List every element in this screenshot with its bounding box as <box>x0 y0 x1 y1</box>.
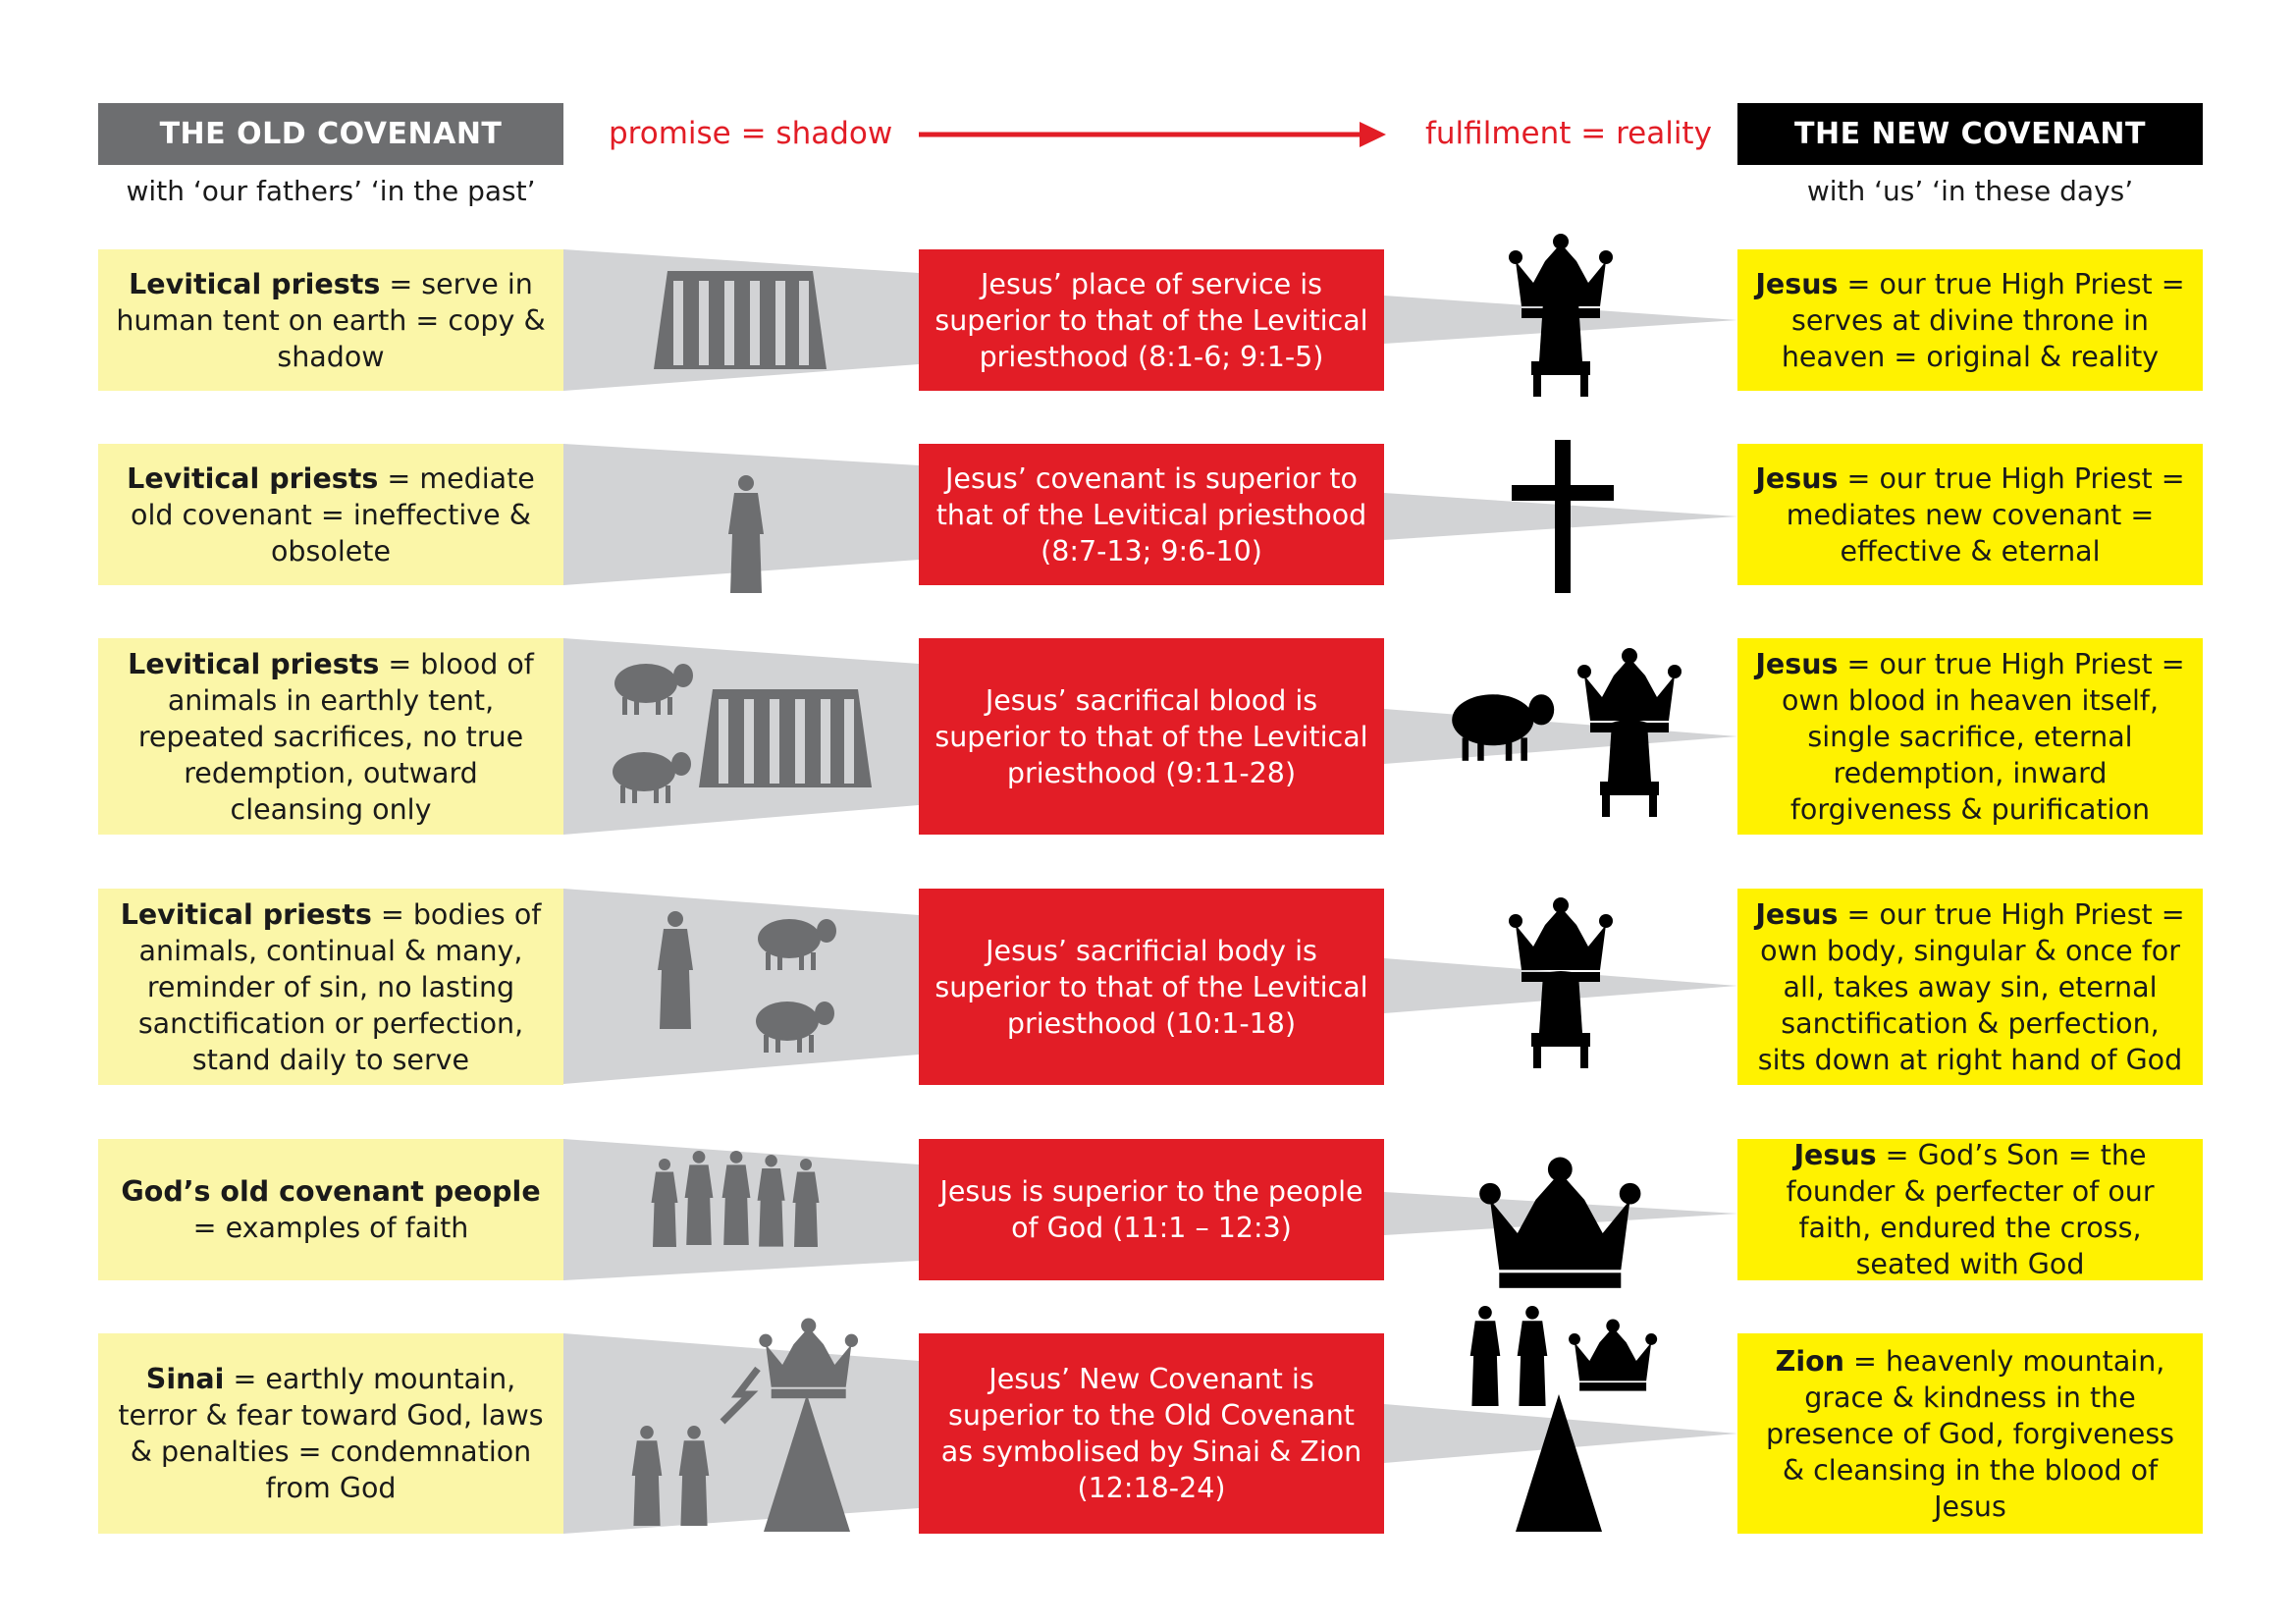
superiority-box: Jesus’ New Covenant is superior to the Old Covenant as symbolised by Sinai & Zion (12:18-24) <box>919 1333 1384 1534</box>
superiority-box: Jesus’ covenant is superior to that of the Levitical priesthood (8:7-13; 9:6-10) <box>919 444 1384 585</box>
new-covenant-box <box>1737 889 2203 1085</box>
new-covenant-box <box>1737 249 2203 391</box>
flow-label-right: fulfilment = reality <box>1425 116 1712 151</box>
superiority-box: Jesus’ place of service is superior to that of the Levitical priesthood (8:1-6; 9:1-5) <box>919 249 1384 391</box>
new-covenant-box <box>1737 1139 2203 1280</box>
shadow-beam <box>563 444 919 585</box>
new-box-heading: Jesus <box>1755 461 1839 495</box>
new-covenant-box <box>1737 1333 2203 1534</box>
new-covenant-header: THE NEW COVENANT <box>1737 103 2203 165</box>
old-box-heading: Levitical priests <box>120 897 372 931</box>
new-box-text: = our true High Priest = mediates new covenant = effective & eternal <box>1786 461 2185 568</box>
shadow-beam <box>563 1333 919 1534</box>
old-box-text: = examples of faith <box>192 1212 469 1244</box>
superiority-box: Jesus’ sacrificial body is superior to that of the Levitical priesthood (10:1-18) <box>919 889 1384 1085</box>
old-box-heading: Levitical priests <box>127 461 379 495</box>
shadow-beam <box>563 638 919 835</box>
new-covenant-subtitle: with ‘us’ ‘in these days’ <box>1806 175 2134 207</box>
new-box-heading: Zion <box>1775 1344 1844 1378</box>
new-box-text: = God’s Son = the founder & perfecter of our faith, endured the cross, seated with God <box>1786 1139 2155 1280</box>
new-box-heading: Jesus <box>1793 1139 1877 1171</box>
old-box-heading: Sinai <box>145 1363 225 1395</box>
shadow-beam <box>563 889 919 1084</box>
old-covenant-header: THE OLD COVENANT <box>98 103 563 165</box>
old-box-text: = bodies of animals, continual & many, reminder of sin, no lasting sanctification or perfection, stand daily to serve <box>137 897 542 1076</box>
old-box-text: = blood of animals in earthly tent, repeated sacrifices, no true redemption, outward cleansing only <box>137 647 534 826</box>
flow-label-left: promise = shadow <box>609 116 893 151</box>
reality-beam <box>1384 958 1737 1013</box>
old-box-text: = serve in human tent on earth = copy & shadow <box>116 267 546 373</box>
old-covenant-box <box>98 889 563 1085</box>
old-box-heading: Levitical priests <box>128 647 380 680</box>
old-covenant-box <box>98 1139 563 1280</box>
old-box-heading: Levitical priests <box>129 267 381 300</box>
flow-arrowhead <box>1360 122 1386 147</box>
reality-beam <box>1384 493 1737 540</box>
old-covenant-box <box>98 1333 563 1534</box>
new-box-heading: Jesus <box>1755 267 1839 300</box>
shadow-beam <box>563 249 919 391</box>
new-box-heading: Jesus <box>1755 647 1839 680</box>
old-covenant-box <box>98 444 563 585</box>
old-box-text: = mediate old covenant = ineffective & obsolete <box>131 461 535 568</box>
reality-beam <box>1384 1192 1737 1235</box>
new-covenant-box <box>1737 638 2203 835</box>
old-box-heading: God’s old covenant people <box>121 1175 541 1208</box>
new-box-text: = our true High Priest = own body, singular & once for all, takes away sin, eternal sanctification & perfection, sits down at right hand of God <box>1757 897 2185 1076</box>
old-covenant-subtitle: with ‘our fathers’ ‘in the past’ <box>126 175 536 207</box>
reality-beam <box>1384 1404 1737 1463</box>
reality-beam <box>1384 709 1737 764</box>
new-box-heading: Jesus <box>1755 897 1839 931</box>
old-covenant-box <box>98 249 563 391</box>
new-box-text: = our true High Priest = serves at divine throne in heaven = original & reality <box>1781 267 2185 373</box>
shadow-beam <box>563 1139 919 1280</box>
new-covenant-box <box>1737 444 2203 585</box>
new-box-text: = heavenly mountain, grace & kindness in the presence of God, forgiveness & cleansing in the blood of Jesus <box>1765 1344 2175 1523</box>
superiority-box: Jesus’ sacrifical blood is superior to that of the Levitical priesthood (9:11-28) <box>919 638 1384 835</box>
superiority-box: Jesus is superior to the people of God (11:1 – 12:3) <box>919 1139 1384 1280</box>
reality-beam <box>1384 296 1737 344</box>
old-covenant-box <box>98 638 563 835</box>
new-box-text: = our true High Priest = own blood in heaven itself, single sacrifice, eternal redemption, inward forgiveness & purification <box>1781 647 2185 826</box>
old-box-text: = earthly mountain, terror & fear toward God, laws & penalties = condemnation from God <box>118 1363 544 1504</box>
